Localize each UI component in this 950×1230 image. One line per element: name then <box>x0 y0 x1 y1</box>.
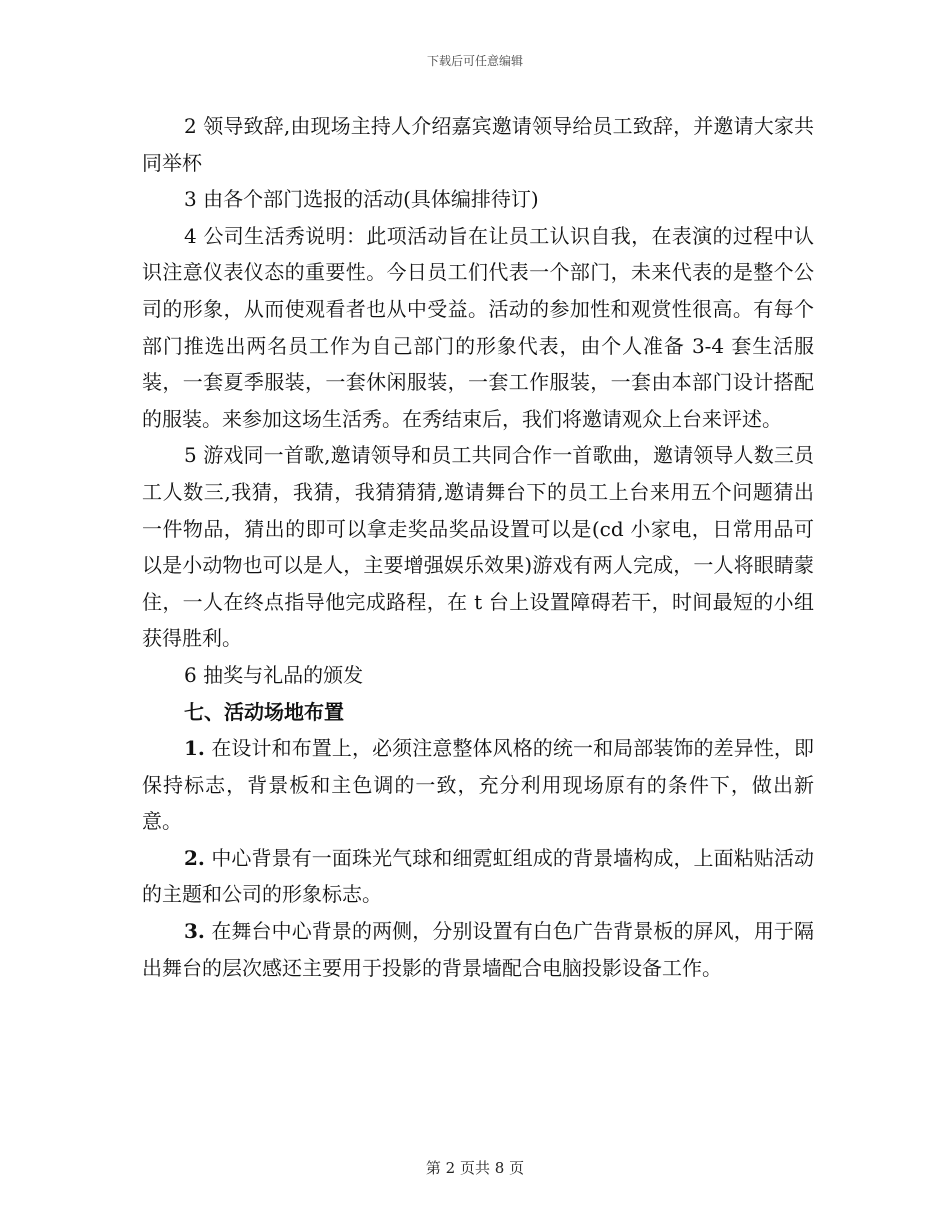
paragraph-department-activities: 3 由各个部门选报的活动(具体编排待订) <box>184 187 539 212</box>
list-item <box>142 840 814 913</box>
paragraph-game: 5 游戏同一首歌,邀请领导和员工共同合作一首歌曲，邀请领导人数三员工人数三,我猜，我猜，我猜猜猜,邀请舞台下的员工上台来用五个问题猜出一件物品，猜出的即可以拿走奖品奖品设置可以是(cd 小家电，日常用品可以是小动物也可以是人，主要增强娱乐效果)游戏有两人完成，一人将眼睛蒙住，一人在终点指导他完成路程，在 t 台上设置障碍若干，时间最短的小组获得胜利。 <box>142 443 814 651</box>
paragraph-lottery: 6 抽奖与礼品的颁发 <box>184 662 364 687</box>
item-text: 中心背景有一面珠光气球和细霓虹组成的背景墙构成，上面粘贴活动的主题和公司的形象标志。 <box>142 845 815 907</box>
paragraph-leader-speech: 2 领导致辞,由现场主持人介绍嘉宾邀请领导给员工致辞，并邀请大家共同举杯 <box>142 114 814 175</box>
list-item <box>142 913 814 986</box>
section-heading: 七、活动场地布置 <box>184 699 344 724</box>
item-number: 2. <box>184 845 205 870</box>
page-footer: 第 2 页共 8 页 <box>425 1159 525 1177</box>
item-text: 在设计和布置上，必须注意整体风格的统一和局部装饰的差异性，即保持标志，背景板和主色调的一致，充分利用现场原有的条件下，做出新意。 <box>142 736 815 834</box>
page-header: 下载后可任意编辑 <box>426 54 523 68</box>
paragraph-life-show: 4 公司生活秀说明：此项活动旨在让员工认识自我，在表演的过程中认识注意仪表仪态的重要性。今日员工们代表一个部门，未来代表的是整个公司的形象，从而使观看者也从中受益。活动的参加性和观赏性很高。有每个部门推选出两名员工作为自己部门的形象代表，由个人准备 3-4 套生活服装，一套夏季服装，一套休闲服装，一套工作服装，一套由本部门设计搭配的服装。来参加这场生活秀。在秀结束后，我们将邀请观众上台来评述。 <box>142 223 814 431</box>
item-number: 3. <box>184 919 205 944</box>
item-number: 1. <box>184 736 205 761</box>
document-body <box>142 108 814 986</box>
item-text: 在舞台中心背景的两侧，分别设置有白色广告背景板的屏风，用于隔出舞台的层次感还主要用于投影的背景墙配合电脑投影设备工作。 <box>142 919 815 980</box>
list-item <box>142 730 814 840</box>
